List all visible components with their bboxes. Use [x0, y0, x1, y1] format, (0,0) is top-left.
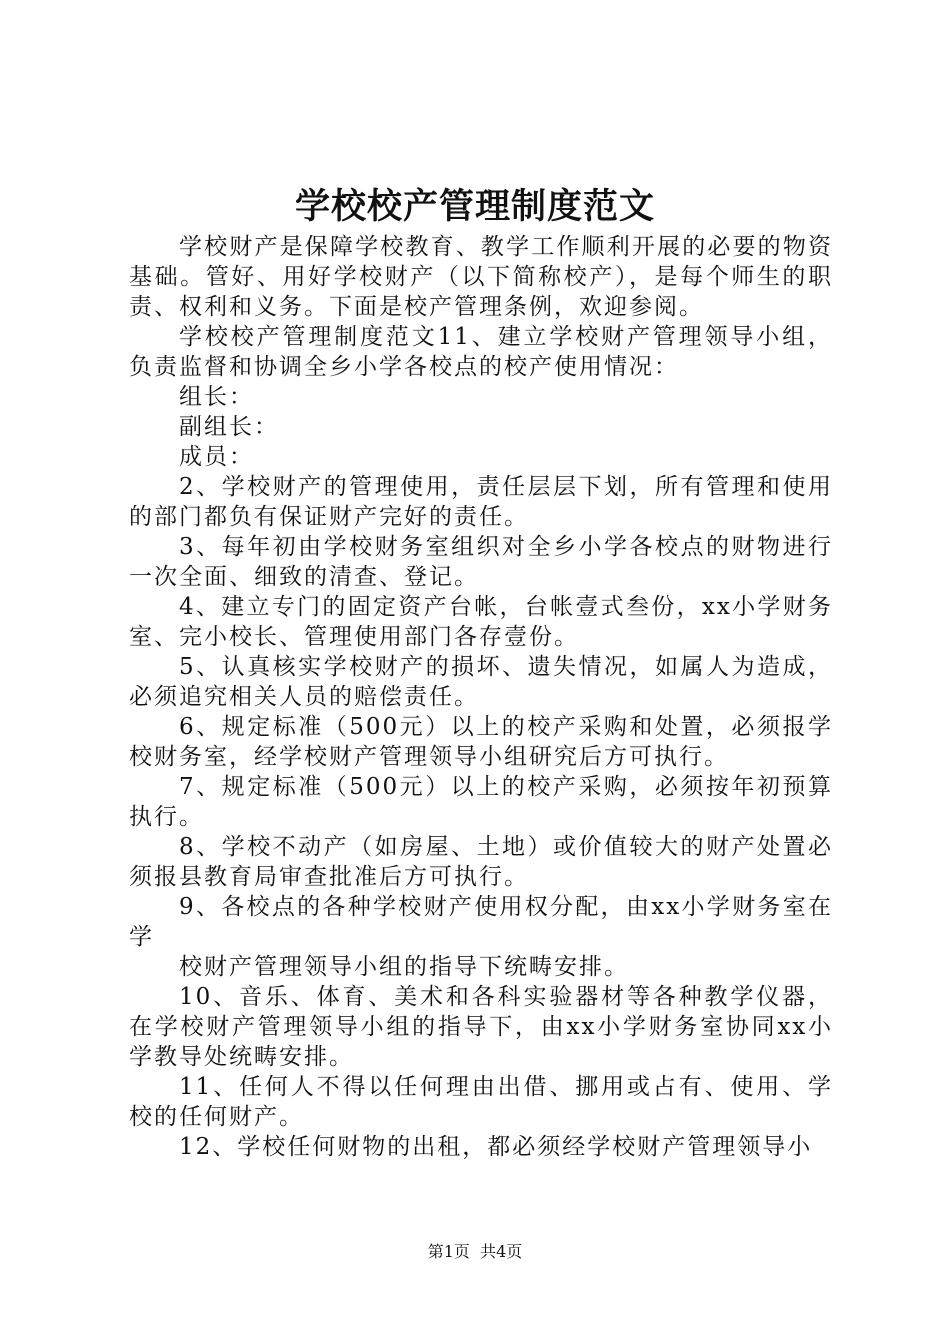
paragraph: 副组长： [179, 414, 279, 440]
paragraph: 9、各校点的各种学校财产使用权分配，由xx小学财务室在学 [129, 894, 833, 950]
paragraph: 4、建立专门的固定资产台帐，台帐壹式叁份，xx小学财务室、完小校长、管理使用部门各存壹份。 [129, 594, 833, 650]
paragraph: 3、每年初由学校财务室组织对全乡小学各校点的财物进行一次全面、细致的清查、登记。 [129, 534, 833, 590]
paragraph: 10、音乐、体育、美术和各科实验器材等各种教学仪器，在学校财产管理领导小组的指导下，由xx小学财务室协同xx小学教导处统畴安排。 [129, 984, 833, 1070]
paragraph: 学校财产是保障学校教育、教学工作顺利开展的必要的物资基础。管好、用好学校财产（以下简称校产），是每个师生的职责、权利和义务。下面是校产管理条例，欢迎参阅。 [129, 234, 833, 320]
paragraph: 5、认真核实学校财产的损坏、遗失情况，如属人为造成，必须追究相关人员的赔偿责任。 [129, 654, 833, 710]
paragraph: 8、学校不动产（如房屋、土地）或价值较大的财产处置必须报县教育局审查批准后方可执行。 [129, 834, 833, 890]
page-total: 共4页 [480, 1242, 523, 1261]
paragraph: 成员： [179, 444, 254, 470]
document-body [129, 232, 833, 1162]
paragraph: 学校校产管理制度范文11、建立学校财产管理领导小组，负责监督和协调全乡小学各校点的校产使用情况： [129, 324, 833, 380]
paragraph: 组长： [179, 384, 254, 410]
document-title: 学校校产管理制度范文 [294, 186, 655, 227]
paragraph: 7、规定标准（500元）以上的校产采购，必须按年初预算执行。 [129, 774, 833, 830]
paragraph: 11、任何人不得以任何理由出借、挪用或占有、使用、学校的任何财产。 [129, 1074, 833, 1130]
paragraph: 2、学校财产的管理使用，责任层层下划，所有管理和使用的部门都负有保证财产完好的责任。 [129, 474, 833, 530]
paragraph: 校财产管理领导小组的指导下统畴安排。 [179, 954, 629, 980]
paragraph: 12、学校任何财物的出租，都必须经学校财产管理领导小 [179, 1134, 813, 1160]
page-number: 第1页 [427, 1242, 470, 1261]
paragraph: 6、规定标准（500元）以上的校产采购和处置，必须报学校财务室，经学校财产管理领导小组研究后方可执行。 [129, 714, 833, 770]
page-footer [0, 1241, 950, 1263]
